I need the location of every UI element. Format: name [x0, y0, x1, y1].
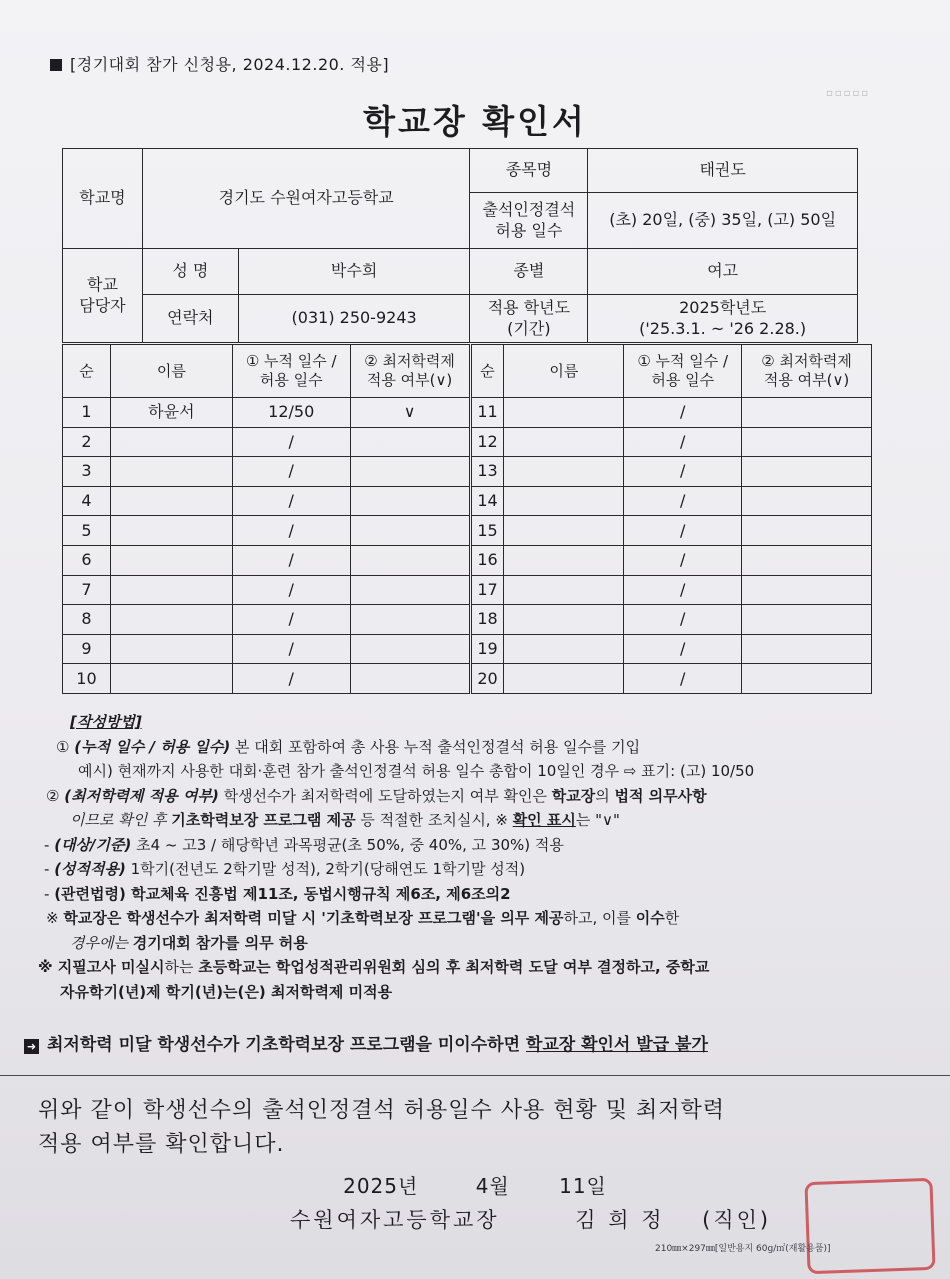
note-2-title: (최저학력제 적용 여부)	[64, 786, 219, 805]
min-academic-check	[742, 457, 872, 487]
min-academic-check	[742, 516, 872, 546]
contact-person-label: 학교 담당자	[63, 249, 143, 343]
min-academic-check	[742, 575, 872, 605]
attendance-allowance-label: 출석인정결석 허용 일수	[470, 193, 588, 249]
min-academic-check	[742, 545, 872, 575]
min-academic-check	[742, 427, 872, 457]
document-title: 학교장 확인서	[363, 102, 587, 141]
student-name	[504, 427, 624, 457]
row-number: 16	[470, 545, 504, 575]
row-number: 13	[470, 457, 504, 487]
table-row	[63, 545, 872, 575]
cumulative-days: /	[232, 634, 350, 664]
col-header-min-academic: ② 최저학력제 적용 여부(∨)	[350, 345, 470, 398]
student-name	[110, 545, 232, 575]
cumulative-days: /	[232, 486, 350, 516]
student-name	[110, 664, 232, 694]
instructions-heading: [작성방법]	[70, 713, 142, 731]
cumulative-days: /	[232, 545, 350, 575]
min-academic-check	[742, 398, 872, 428]
note-1-text: 본 대회 포함하여 총 사용 누적 출석인정결석 허용 일수를 기입	[230, 737, 641, 756]
row-number: 15	[470, 516, 504, 546]
row-number: 6	[63, 545, 111, 575]
student-name	[110, 634, 232, 664]
table-row	[63, 605, 872, 635]
col-header-days: ① 누적 일수 / 허용 일수	[232, 345, 350, 398]
min-academic-check	[350, 457, 470, 487]
attendance-allowance-value: (초) 20일, (중) 35일, (고) 50일	[588, 193, 858, 249]
arrow-box-icon: ➜	[24, 1039, 39, 1054]
min-academic-check	[350, 605, 470, 635]
sport-label: 종목명	[470, 149, 588, 193]
cumulative-days: /	[624, 486, 742, 516]
gender-category-value: 여고	[588, 249, 858, 295]
table-row	[63, 457, 872, 487]
contact-name-value: 박수희	[238, 249, 470, 295]
student-name	[110, 457, 232, 487]
cumulative-days: /	[232, 605, 350, 635]
school-year-label: 적용 학년도 (기간)	[470, 295, 588, 343]
col-header-min-academic: ② 최저학력제 적용 여부(∨)	[742, 345, 872, 398]
cumulative-days: /	[624, 634, 742, 664]
issuance-notice: ➜ 최저학력 미달 학생선수가 기초학력보장 프로그램을 미이수하면 학교장 확인서 발급 불가	[24, 1030, 708, 1055]
school-info-table	[62, 148, 858, 343]
min-academic-check	[350, 634, 470, 664]
student-name	[110, 575, 232, 605]
student-name	[504, 575, 624, 605]
student-roster-table	[62, 344, 872, 694]
table-row	[63, 427, 872, 457]
min-academic-check	[742, 605, 872, 635]
gender-category-label: 종별	[470, 249, 588, 295]
col-header-name: 이름	[110, 345, 232, 398]
student-name	[110, 427, 232, 457]
cumulative-days: /	[232, 457, 350, 487]
table-row	[63, 634, 872, 664]
row-number: 8	[63, 605, 111, 635]
contact-phone-value: (031) 250-9243	[238, 295, 470, 343]
square-bullet-icon	[50, 59, 62, 71]
student-name	[504, 664, 624, 694]
cumulative-days: /	[624, 664, 742, 694]
table-row	[63, 575, 872, 605]
student-name	[504, 457, 624, 487]
student-name	[504, 545, 624, 575]
cumulative-days: /	[232, 664, 350, 694]
row-number: 10	[63, 664, 111, 694]
confirmation-statement: 위와 같이 학생선수의 출석인정결석 허용일수 사용 현황 및 최저학력 적용 여부를 확인합니다.	[38, 1098, 726, 1157]
contact-name-label: 성 명	[142, 249, 238, 295]
table-row	[63, 516, 872, 546]
row-number: 9	[63, 634, 111, 664]
row-number: 4	[63, 486, 111, 516]
school-name-label: 학교명	[63, 149, 143, 249]
paper-size-note: 210㎜×297㎜[일반용지 60g/㎡(재활용품)]	[655, 1244, 831, 1254]
issue-date: 2025년 4월 11일	[343, 1174, 607, 1198]
note-1-title: (누적 일수 / 허용 일수)	[74, 737, 231, 756]
note-1-mark: ①	[56, 737, 70, 756]
note-1-example: 예시) 현재까지 사용한 대회·훈련 참가 출석인정결석 허용 일수 총합이 10일인 경우 ⇨ 표기: (고) 10/50	[78, 762, 755, 780]
principal-signature-line	[290, 1204, 771, 1234]
table-row	[63, 664, 872, 694]
min-academic-check	[350, 427, 470, 457]
table-row	[63, 486, 872, 516]
cumulative-days: /	[232, 575, 350, 605]
row-number: 11	[470, 398, 504, 428]
min-academic-check	[350, 575, 470, 605]
cumulative-days: /	[624, 516, 742, 546]
cumulative-days: /	[624, 427, 742, 457]
principal-title: 수원여자고등학교장	[290, 1208, 500, 1232]
official-seal-label: (직인)	[702, 1208, 772, 1232]
official-seal-stamp	[804, 1178, 935, 1274]
row-number: 1	[63, 398, 111, 428]
min-academic-check: ∨	[350, 398, 470, 428]
student-name	[110, 486, 232, 516]
note-law-reference: (관련법령) 학교체육 진흥법 제11조, 동법시행규칙 제6조, 제6조의2	[54, 884, 511, 903]
row-number: 12	[470, 427, 504, 457]
row-number: 7	[63, 575, 111, 605]
cumulative-days: /	[232, 427, 350, 457]
row-number: 17	[470, 575, 504, 605]
cumulative-days: /	[624, 545, 742, 575]
row-number: 14	[470, 486, 504, 516]
note-target-title: (대상/기준)	[54, 835, 132, 854]
contact-phone-label: 연락처	[142, 295, 238, 343]
min-academic-check	[350, 486, 470, 516]
min-academic-check	[742, 486, 872, 516]
row-number: 5	[63, 516, 111, 546]
student-name	[504, 486, 624, 516]
school-name-value: 경기도 수원여자고등학교	[142, 149, 470, 249]
student-name: 하윤서	[110, 398, 232, 428]
cumulative-days: /	[624, 398, 742, 428]
col-header-no: 순	[470, 345, 504, 398]
min-academic-check	[350, 545, 470, 575]
table-row	[63, 398, 872, 428]
student-name	[110, 516, 232, 546]
student-name	[504, 605, 624, 635]
note-grades-title: (성적적용)	[54, 860, 126, 878]
instructions-section: [작성방법] ① (누적 일수 / 허용 일수) 본 대회 포함하여 총 사용 누적 출석인정결석 허용 일수를 기입 예시) 현재까지 사용한 대회·훈련 참가 출석인정결석 허용 일수 총합이 10일인 경우 ⇨ 표기: (고) 10/50 ② (최저학력제 적용 여부) 학생선수가 최저학력에 도달하였는지 여부 확인은 학교장의 법적 의무사항 이므로 확인 후 기초학력보장 프로그램 제공 등 적절한 조치실시, ※ 확인 표시는 "∨" - (대상/기준) 초4 ~ 고3 / 해당학년 과목평균(초 50%, 중 40%, 고 30%) 적용 - (성적적용) 1학기(전년도 2학기말 성적), 2학기(당해연도 1학기말 성적) - (관련법령) 학교체육 진흥법 제11조, 동법시행규칙 제6조, 제6조의2 ※ 학교장은 학생선수가 최저학력 미달 시 '기초학력보장 프로그램'을 의무 제공하고, 이를 이수한 경우에는 경기대회 참가를 의무 허용 ※ 지필고사 미실시하는 초등학교는 학업성적관리위원회 심의 후 최저학력 도달 여부 결정하고, 중학교 자유학기(년)제 학기(년)는(은) 최저학력제 미적용	[36, 710, 926, 1004]
student-name	[504, 516, 624, 546]
row-number: 3	[63, 457, 111, 487]
min-academic-check	[742, 664, 872, 694]
student-name	[504, 634, 624, 664]
cumulative-days: /	[232, 516, 350, 546]
min-academic-check	[350, 664, 470, 694]
note-2-mark: ②	[46, 786, 60, 805]
cumulative-days: /	[624, 575, 742, 605]
col-header-days: ① 누적 일수 / 허용 일수	[624, 345, 742, 398]
cumulative-days: 12/50	[232, 398, 350, 428]
school-year-value: 2025학년도 ('25.3.1. ~ '26 2.28.)	[588, 295, 858, 343]
divider	[0, 1075, 950, 1076]
student-name	[504, 398, 624, 428]
cumulative-days: /	[624, 457, 742, 487]
row-number: 20	[470, 664, 504, 694]
principal-name: 김 희 정	[575, 1208, 665, 1232]
row-number: 2	[63, 427, 111, 457]
col-header-no: 순	[63, 345, 111, 398]
col-header-name: 이름	[504, 345, 624, 398]
sport-value: 태권도	[588, 149, 858, 193]
min-academic-check	[742, 634, 872, 664]
corner-smudge: ▫▫▫▫▫	[826, 88, 870, 99]
row-number: 19	[470, 634, 504, 664]
student-name	[110, 605, 232, 635]
form-version-label: [경기대회 참가 신청용, 2024.12.20. 적용]	[50, 52, 389, 75]
min-academic-check	[350, 516, 470, 546]
cumulative-days: /	[624, 605, 742, 635]
row-number: 18	[470, 605, 504, 635]
